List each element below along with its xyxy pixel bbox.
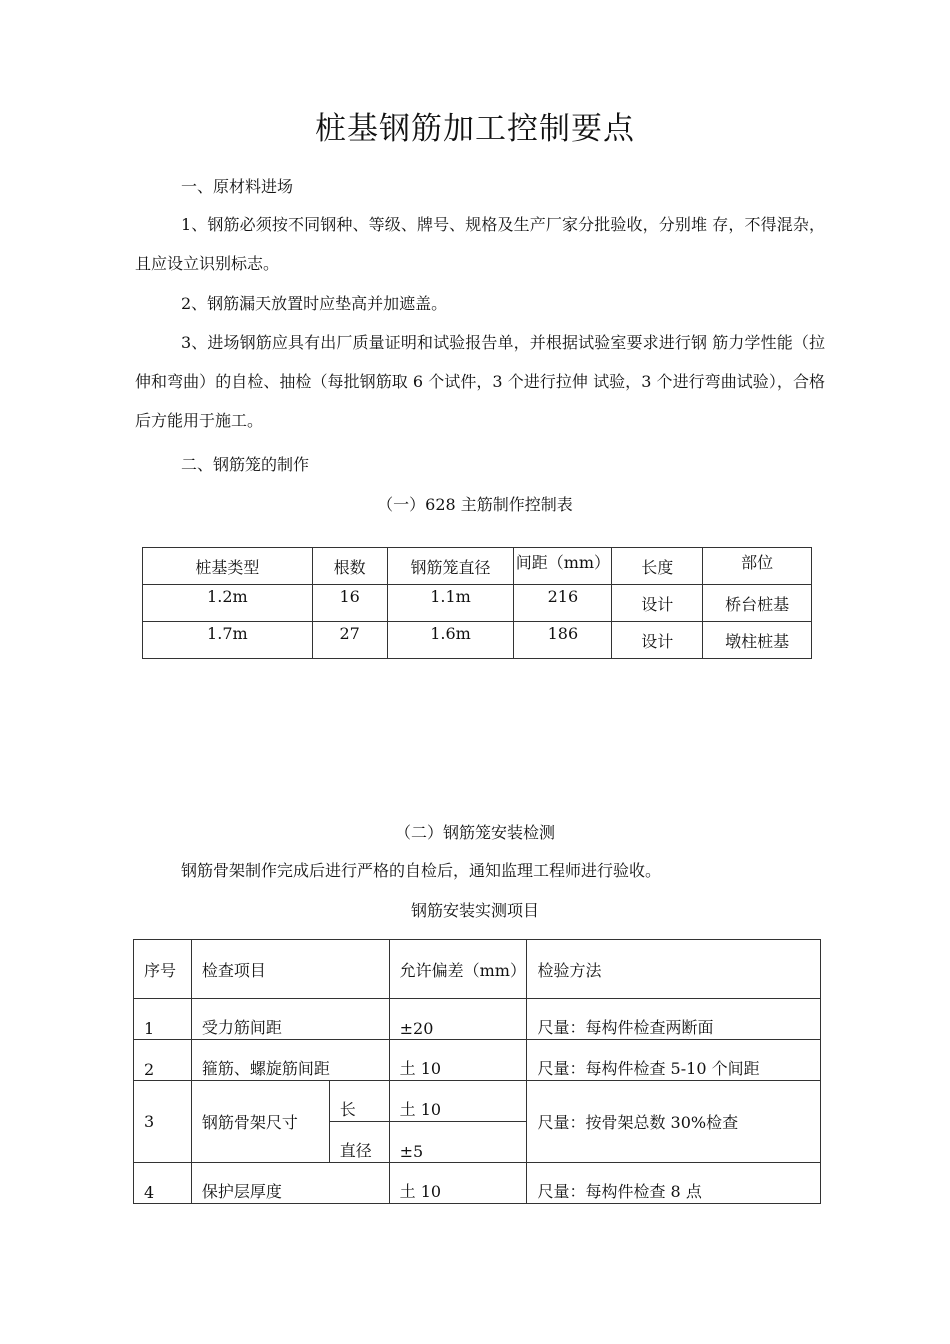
page-title: 桩基钢筋加工控制要点	[315, 111, 635, 147]
paragraph-item-2: 2、钢筋漏天放置时应垫高并加遮盖。	[181, 294, 448, 313]
table-cell: 土 10	[389, 1040, 527, 1081]
table-cell: 尺量：按骨架总数 30%检查	[527, 1081, 821, 1163]
table-cell: 尺量：每构件检查 5-10 个间距	[527, 1040, 821, 1081]
table-cell: 1.1m	[387, 585, 514, 622]
table-cell: 墩柱桩基	[703, 622, 812, 659]
table-cell: 尺量：每构件检查两断面	[527, 999, 821, 1040]
table-cell: 土 10	[389, 1163, 527, 1204]
table-row	[134, 999, 821, 1040]
paragraph-item-1: 1、钢筋必须按不同钢种、等级、牌号、规格及生产厂家分批验收，分别堆 存，不得混杂，且应设立识别标志。	[135, 215, 825, 273]
table-cell: 桥台桩基	[703, 585, 812, 622]
table-cell: 土 10	[389, 1081, 527, 1122]
table-cell: 箍筋、螺旋筋间距	[191, 1040, 389, 1081]
paragraph-item-3: 3、进场钢筋应具有出厂质量证明和试验报告单，并根据试验室要求进行钢 筋力学性能（拉伸和弯曲）的自检、抽检（每批钢筋取 6 个试件，3 个进行拉伸 试验，3 个进行弯曲试验），合格后方能用于施工。	[135, 333, 825, 430]
subsection-text: 钢筋骨架制作完成后进行严格的自检后，通知监理工程师进行验收。	[181, 861, 662, 880]
header-cell: 部位	[703, 548, 812, 585]
header-cell: 长度	[612, 548, 703, 585]
table2-caption: 钢筋安装实测项目	[410, 901, 539, 920]
table-cell: 216	[514, 585, 612, 622]
table-cell: ±20	[389, 999, 527, 1040]
table-row	[134, 1163, 821, 1204]
table1-caption: （一）628 主筋制作控制表	[377, 495, 573, 514]
table-cell: 直径	[329, 1122, 389, 1163]
header-cell: 检查项目	[191, 940, 389, 999]
inspection-items-table	[133, 939, 821, 1204]
table-row	[134, 1040, 821, 1081]
table-cell: 长	[329, 1081, 389, 1122]
table-cell: 1	[134, 999, 192, 1040]
table-cell: 4	[134, 1163, 192, 1204]
table-cell: 186	[514, 622, 612, 659]
table-cell: 1.2m	[143, 585, 313, 622]
table-row	[143, 585, 812, 622]
table-row	[143, 622, 812, 659]
header-cell: 检验方法	[527, 940, 821, 999]
table-header-row	[143, 548, 812, 585]
header-cell: 钢筋笼直径	[387, 548, 514, 585]
table-cell: ±5	[389, 1122, 527, 1163]
header-cell: 序号	[134, 940, 192, 999]
table-header-row	[134, 940, 821, 999]
table-cell: 设计	[612, 622, 703, 659]
table-cell: 钢筋骨架尺寸	[191, 1081, 329, 1163]
main-bar-control-table	[142, 547, 812, 659]
table-row	[134, 1081, 821, 1122]
header-cell: 根数	[312, 548, 387, 585]
table-cell: 设计	[612, 585, 703, 622]
table-cell: 尺量：每构件检查 8 点	[527, 1163, 821, 1204]
table-cell: 16	[312, 585, 387, 622]
table-cell: 保护层厚度	[191, 1163, 389, 1204]
table-cell: 27	[312, 622, 387, 659]
section-heading-2: 二、钢筋笼的制作	[181, 455, 310, 474]
subsection-heading: （二）钢筋笼安装检测	[394, 823, 555, 842]
table-cell: 1.6m	[387, 622, 514, 659]
section-heading-1: 一、原材料进场	[181, 177, 294, 196]
table-cell: 1.7m	[143, 622, 313, 659]
table-cell: 受力筋间距	[191, 999, 389, 1040]
header-cell: 允许偏差（mm）	[389, 940, 527, 999]
header-cell: 桩基类型	[143, 548, 313, 585]
header-cell: 间距（mm）	[514, 548, 612, 585]
table-cell: 3	[134, 1081, 192, 1163]
table-cell: 2	[134, 1040, 192, 1081]
